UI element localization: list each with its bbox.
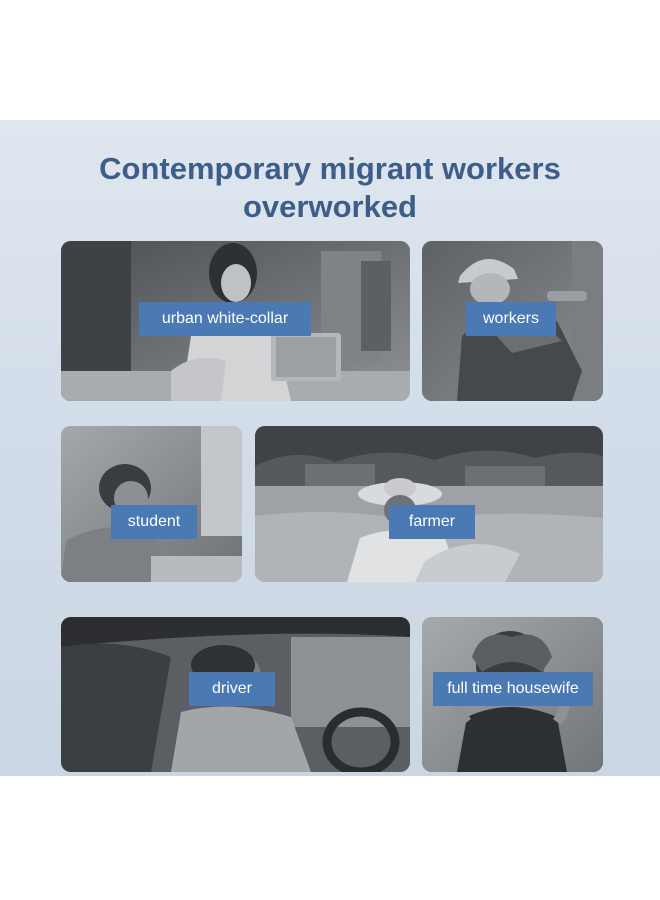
tile-driver bbox=[61, 617, 410, 772]
tile-student bbox=[61, 426, 242, 582]
title-line-1: Contemporary migrant workers bbox=[99, 151, 561, 186]
label-farmer: farmer bbox=[389, 505, 475, 539]
tile-full-time-housewife bbox=[422, 617, 603, 772]
tile-urban-white-collar bbox=[61, 241, 410, 401]
label-full-time-housewife: full time housewife bbox=[433, 672, 593, 706]
label-student: student bbox=[111, 505, 197, 539]
poster-panel bbox=[0, 120, 660, 776]
tile-farmer bbox=[255, 426, 603, 582]
farmer-in-field-photo-icon bbox=[255, 426, 603, 582]
student-writing-photo-icon bbox=[61, 426, 242, 582]
title-line-2: overworked bbox=[242, 189, 417, 224]
poster-title bbox=[0, 150, 660, 226]
label-workers: workers bbox=[466, 302, 556, 336]
label-urban-white-collar: urban white-collar bbox=[139, 302, 311, 336]
tile-workers bbox=[422, 241, 603, 401]
label-driver: driver bbox=[189, 672, 275, 706]
